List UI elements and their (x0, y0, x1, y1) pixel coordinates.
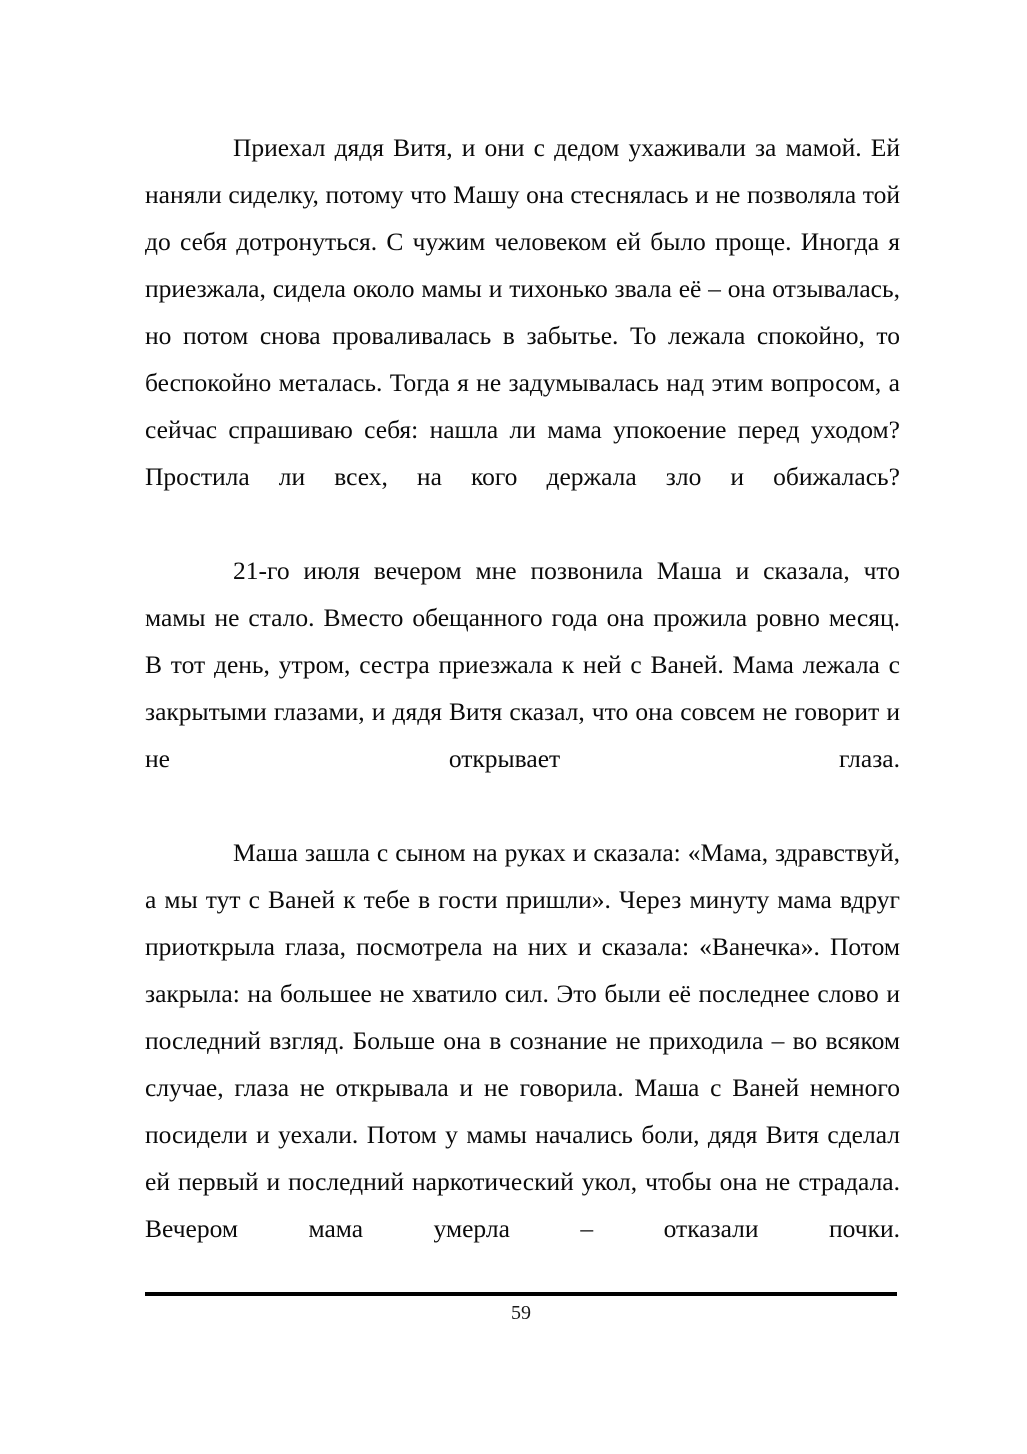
body-paragraph-1: Приехал дядя Витя, и они с дедом ухаживали за мамой. Ей наняли сиделку, потому что Машу она стеснялась и не позволяла той до себя дотронуться. С чужим человеком ей было проще. Иногда я приезжала, сидела около мамы и тихонько звала её – она отзывалась, но потом снова проваливалась в забытье. То лежала спокойно, то беспокойно металась. Тогда я не задумывалась над этим вопросом, а сейчас спрашиваю себя: нашла ли мама упокоение перед уходом? Простила ли всех, на кого держала зло и обижалась? (145, 133, 900, 491)
page-body-text (145, 124, 900, 1299)
body-paragraph-3: Маша зашла с сыном на руках и сказала: «Мама, здравствуй, а мы тут с Ваней к тебе в гости пришли». Через минуту мама вдруг приоткрыла глаза, посмотрела на них и сказала: «Ванечка». Потом закрыла: на большее не хватило сил. Это были её последнее слово и последний взгляд. Больше она в сознание не приходила – во всяком случае, глаза не открывала и не говорила. Маша с Ваней немного посидели и уехали. Потом у мамы начались боли, дядя Витя сделал ей первый и последний наркотический укол, чтобы она не страдала. Вечером мама умерла – отказали почки. (145, 838, 900, 1243)
page-footer (145, 1292, 897, 1325)
page-number: 59 (511, 1302, 531, 1324)
body-paragraph-2: 21-го июля вечером мне позвонила Маша и сказала, что мамы не стало. Вместо обещанного года она прожила ровно месяц. В тот день, утром, сестра приезжала к ней с Ваней. Мама лежала с закрытыми глазами, и дядя Витя сказал, что она совсем не говорит и не открывает глаза. (145, 556, 900, 773)
